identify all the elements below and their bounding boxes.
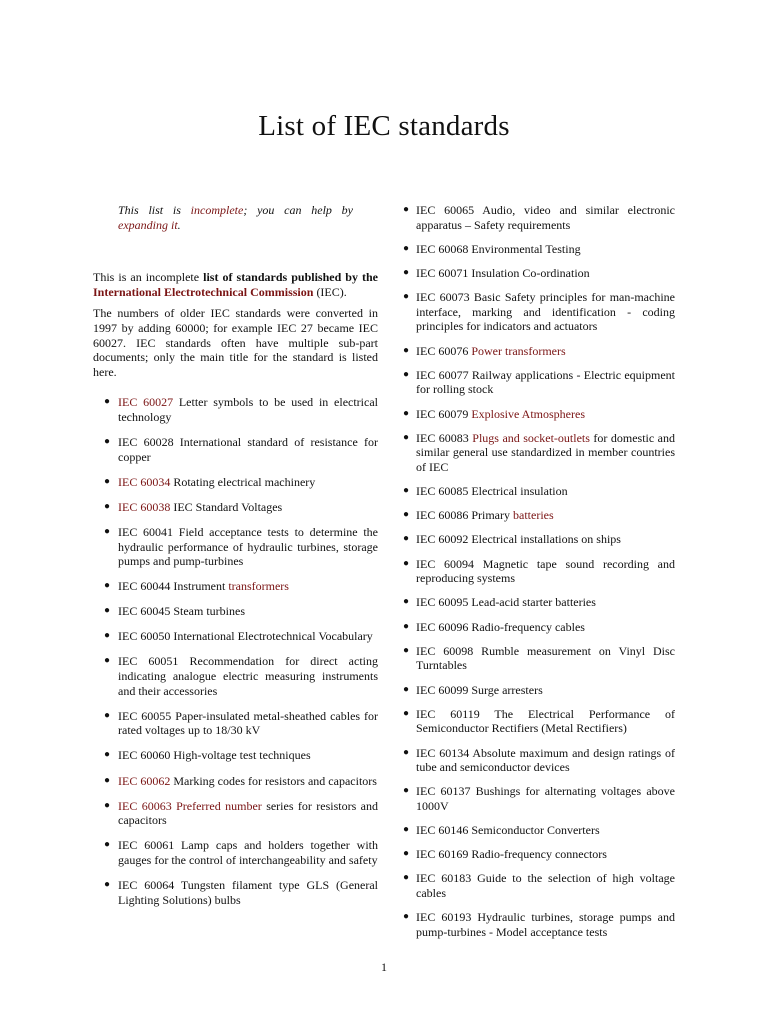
list-item [401,290,675,334]
bullet-icon: ● [104,500,111,512]
standard-text: IEC 60068 Environmental Testing [416,241,581,256]
standard-text: IEC 60051 Recommendation for direct acting indicating analogue electric measuring instruments and their accessories [118,654,378,698]
bullet-icon: ● [403,509,410,521]
bullet-icon: ● [104,475,111,487]
list-item [401,847,675,862]
bullet-icon: ● [403,872,410,884]
list-item [93,838,378,867]
standard-text: IEC 60077 Railway applications - Electric equipment for rolling stock [416,367,675,397]
list-item [93,878,378,907]
bullet-icon: ● [104,774,111,786]
iec-link[interactable]: International Electrotechnical Commission [93,284,314,299]
topic-link[interactable]: Plugs and socket-outlets [472,430,590,445]
standard-text: Marking codes for resistors and capacitors [170,773,377,788]
bullet-icon: ● [403,824,410,836]
bullet-icon: ● [104,709,111,721]
list-item [401,203,675,232]
list-item [401,784,675,813]
left-column [93,203,378,918]
standard-text: IEC 60085 Electrical insulation [416,484,568,499]
bullet-icon: ● [104,436,111,448]
expanding-it-link[interactable]: expanding it [118,217,178,232]
standard-text: IEC 60055 Paper-insulated metal-sheathed cables for rated voltages up to 18/30 kV [118,708,378,738]
bullet-icon: ● [403,620,410,632]
standard-text: IEC 60028 International standard of resistance for copper [118,435,378,464]
standard-text: IEC 60096 Radio-frequency cables [416,619,585,634]
bullet-icon: ● [403,266,410,278]
standard-text: IEC 60060 High-voltage test techniques [118,748,311,763]
bullet-icon: ● [403,291,410,303]
bullet-icon: ● [403,683,410,695]
standard-text: IEC Standard Voltages [170,499,283,514]
bullet-icon: ● [104,879,111,890]
list-item [401,644,675,673]
standard-text-tail: for domestic and similar general use standardized in member countries of IEC [416,430,675,474]
standard-text: series for resistors and capacitors [118,798,378,828]
list-item [401,707,675,736]
standard-text: IEC 60119 The Electrical Performance of Semiconductor Rectifiers (Metal Rectifiers) [416,706,675,736]
standard-text: IEC 60099 Surge arresters [416,682,543,697]
list-item [93,654,378,698]
bullet-icon: ● [403,746,410,758]
standard-text: IEC 60137 Bushings for alternating voltages above 1000V [416,784,675,813]
bullet-icon: ● [403,407,410,419]
list-item [93,475,378,490]
standard-text: IEC 60079 [416,406,472,421]
list-item [401,508,675,523]
bullet-icon: ● [403,596,410,608]
incomplete-list-notice: This list is incomplete; you can help by expanding it. [118,203,354,232]
list-item [401,683,675,698]
topic-link[interactable]: Explosive Atmospheres [471,406,585,421]
bullet-icon: ● [104,749,111,761]
standard-text: IEC 60045 Steam turbines [118,604,245,619]
list-item [93,629,378,644]
standard-text: IEC 60098 Rumble measurement on Vinyl Disc Turntables [416,643,675,673]
standard-text: IEC 60065 Audio, video and similar electronic apparatus – Safety requirements [416,203,675,232]
list-item [93,500,378,515]
list-item [401,620,675,635]
standard-link[interactable]: IEC 60062 [118,773,171,788]
page-number: 1 [381,960,387,974]
list-item [401,532,675,547]
list-item [93,748,378,763]
standard-link[interactable]: IEC 60063 Preferred number [118,798,262,813]
standard-text: IEC 60092 Electrical installations on ships [416,532,621,547]
standards-list-right [401,203,675,939]
list-item [401,910,675,939]
bullet-icon: ● [403,533,410,545]
bullet-icon: ● [104,839,111,851]
list-item [401,484,675,499]
bullet-icon: ● [403,644,410,656]
bullet-icon: ● [104,630,111,642]
standard-text: IEC 60193 Hydraulic turbines, storage pumps and pump-turbines - Model acceptance tests [416,910,675,939]
standard-link[interactable]: IEC 60034 [118,474,171,489]
list-item [401,242,675,257]
bullet-icon: ● [403,785,410,797]
standard-text: IEC 60094 Magnetic tape sound recording and reproducing systems [416,556,675,586]
topic-link[interactable]: Power transformers [471,343,566,358]
bullet-icon: ● [403,557,410,569]
list-item [93,774,378,789]
standard-text: IEC 60183 Guide to the selection of high voltage cables [416,871,675,901]
standard-text: IEC 60050 International Electrotechnical Vocabulary [118,629,373,644]
standards-list-left [93,395,378,907]
standard-text: IEC 60073 Basic Safety principles for man-machine interface, marking and identification - coding principles for indicators and actuators [416,290,675,334]
standard-text: IEC 60076 [416,343,472,358]
list-item [93,799,378,828]
numbering-paragraph: The numbers of older IEC standards were converted in 1997 by adding 60000; for example IEC 27 became IEC 60027. IEC standards often have multiple sub-part documents; only the main title for the standard is listed here. [93,306,378,379]
standard-link[interactable]: IEC 60027 [118,395,174,410]
list-item [93,395,378,424]
list-item [93,525,378,569]
list-item [93,604,378,619]
list-item [401,746,675,775]
standard-text: IEC 60071 Insulation Co-ordination [416,265,590,280]
standard-text: IEC 60041 Field acceptance tests to determine the hydraulic performance of hydraulic turbines, storage pumps and pump-turbines [118,524,378,569]
list-item [401,823,675,838]
bullet-icon: ● [104,525,111,537]
list-item [93,435,378,464]
standard-text: IEC 60134 Absolute maximum and design ratings of tube and semiconductor devices [416,745,675,775]
bullet-icon: ● [403,204,410,215]
right-column [401,203,675,949]
intro-paragraph: This is an incomplete list of standards published by the International Electrotechnical Commission (IEC). [93,270,379,299]
bullet-icon: ● [403,242,410,254]
topic-link[interactable]: transformers [228,579,289,594]
bullet-icon: ● [104,655,111,667]
list-item [401,871,675,900]
list-item [401,368,675,397]
list-item [401,344,675,359]
standard-text: IEC 60086 Primary [416,508,513,523]
standard-text: IEC 60095 Lead-acid starter batteries [416,595,596,610]
bullet-icon: ● [403,707,410,719]
bullet-icon: ● [104,799,111,811]
bullet-icon: ● [104,396,111,408]
standard-text: IEC 60044 Instrument [118,579,229,594]
bullet-icon: ● [403,485,410,497]
list-item [93,709,378,738]
list-item [93,579,378,594]
list-item [401,595,675,610]
bullet-icon: ● [104,605,111,617]
standard-link[interactable]: IEC 60038 [118,499,171,514]
standard-text: IEC 60061 Lamp caps and holders together with gauges for the control of interchangeability and safety [118,838,378,867]
bullet-icon: ● [403,911,410,923]
topic-link[interactable]: batteries [513,508,554,523]
standard-text: IEC 60064 Tungsten filament type GLS (General Lighting Solutions) bulbs [118,878,378,907]
page-title: List of IEC standards [258,110,510,142]
standard-text: IEC 60169 Radio-frequency connectors [416,847,607,862]
bullet-icon: ● [104,580,111,592]
standard-text: IEC 60083 [416,430,473,445]
standard-text: Letter symbols to be used in electrical technology [118,395,378,424]
list-item [401,557,675,586]
bullet-icon: ● [403,368,410,380]
bullet-icon: ● [403,848,410,860]
standard-text: IEC 60146 Semiconductor Converters [416,823,600,838]
list-item [401,266,675,281]
bullet-icon: ● [403,344,410,356]
list-item [401,407,675,422]
bullet-icon: ● [403,431,410,443]
standard-text: Rotating electrical machinery [170,474,316,489]
list-item [401,431,675,475]
incomplete-link[interactable]: incomplete [190,203,244,217]
